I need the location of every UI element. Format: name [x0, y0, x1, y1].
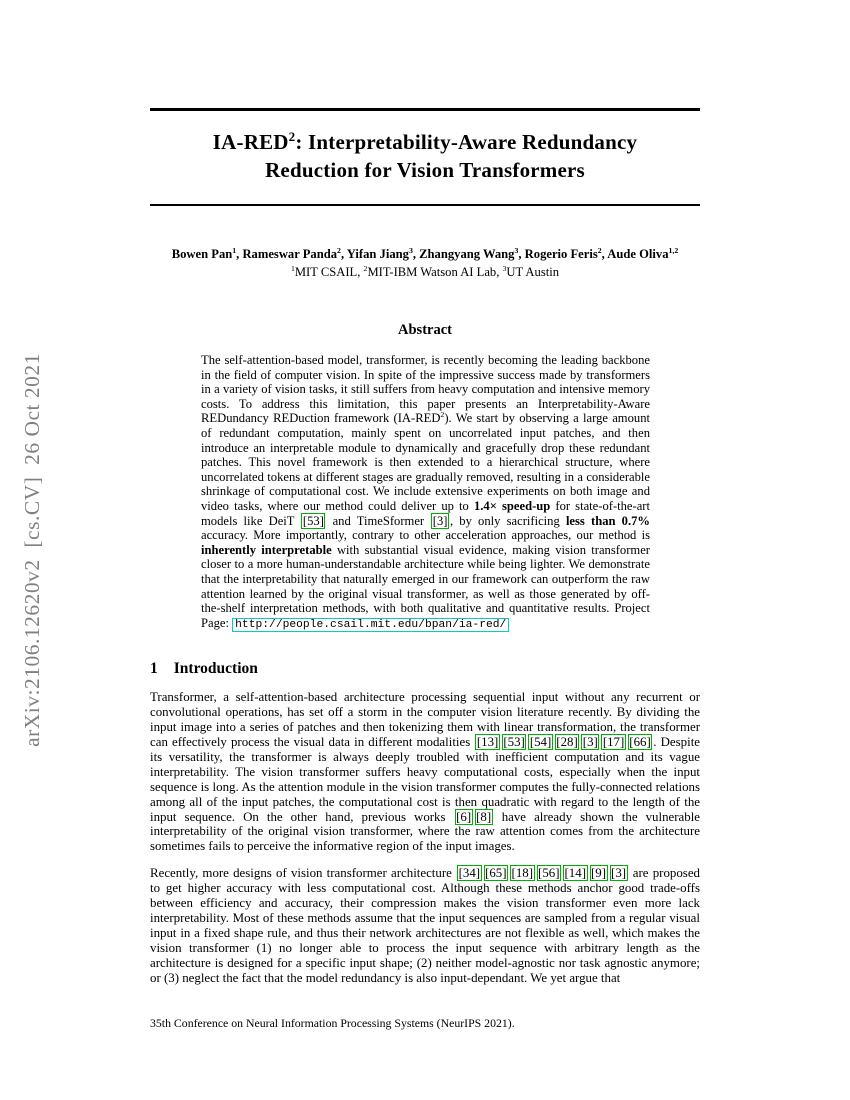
citation-link[interactable]: [56] [538, 866, 560, 881]
superscript: 1,2 [668, 245, 679, 255]
intro-paragraph-2: Recently, more designs of vision transformer architecture [34] [65] [18] [56] [14] [9] [3] are proposed to get higher accuracy with less computational cost. Although these methods anchor good trade-offs between efficiency and accuracy, their compression makes the vision transformer even more lack interpretability. Most of these methods assume that the input sequences are sampled from a regular visual input in a fixed shape rule, and thus their network architectures are not flexible as well, which makes the vision transformer (1) no longer able to process the input sequence with arbitrary length as the architecture is designed for a specific input shape; (2) neither model-agnostic nor task agnostic anymore; or (3) neglect the fact that the model redundancy is also input-dependant. We yet argue that [150, 866, 700, 985]
section-title: Introduction [173, 660, 258, 678]
superscript: 2 [363, 263, 368, 273]
citation-link[interactable]: [53] [302, 513, 324, 528]
citation-link[interactable]: [13] [476, 735, 499, 749]
conference-footnote: 35th Conference on Neural Information Processing Systems (NeurIPS 2021). [150, 1016, 515, 1030]
bold-text: 1.4× speed-up [473, 498, 551, 513]
superscript: 1 [232, 245, 237, 255]
citation-link[interactable]: [54] [529, 735, 552, 749]
title-rule-bottom [150, 204, 700, 206]
intro-paragraph-1: Transformer, a self-attention-based architecture processing sequential input without any recurrent or convolutional operations, has set off a storm in the computer vision literature recently. By dividing the input image into a series of patches and then tokenizing them with linear transformation, the transformer can effectively process the visual data in different modalities [13] [53] [54] [28] [3] [17] [66] . Despite its versatility, the transformer is always deeply troubled with inefficient computation and its vague interpretability. The vision transformer suffers heavy computational costs, especially when the input sequence is long. As the attention module in the vision transformer computes the fully-connected relations among all of the input patches, the computational cost is then quadratic with regard to the length of the input sequence. On the other hand, previous works [6] [8] have already shown the vulnerable interpretability of the original vision transformer, where the raw attention comes from the architecture sometimes fails to perceive the informative region of the input images. [150, 690, 700, 854]
section-heading-introduction [150, 660, 700, 678]
section-number: 1 [150, 660, 158, 678]
citation-link[interactable]: [17] [602, 735, 625, 749]
superscript: 3 [514, 245, 519, 255]
paper-title: IA-RED$^2$: Interpretability-Aware Redundancy Reduction for Vision Transformers [212, 129, 638, 182]
bold-text: inherently interpretable [201, 542, 332, 557]
citation-link[interactable]: [14] [564, 866, 586, 881]
project-page-link[interactable]: http://people.csail.mit.edu/bpan/ia-red/ [232, 618, 509, 632]
citation-link[interactable]: [28] [556, 735, 578, 749]
citation-link[interactable]: [53] [503, 735, 525, 749]
authors-line: Bowen Pan$^1$, Rameswar Panda$^2$, Yifan Jiang$^3$, Zhangyang Wang$^3$, Rogerio Feris$^2$, Aude Oliva$^{1,2}$ [171, 245, 679, 261]
citation-link[interactable]: [3] [582, 735, 598, 749]
affiliations-line: $^1$MIT CSAIL, $^2$MIT-IBM Watson AI Lab, $^3$UT Austin [290, 263, 560, 279]
citation-link[interactable]: [8] [476, 809, 492, 824]
citation-link[interactable]: [3] [432, 513, 448, 528]
main-column [150, 108, 700, 986]
abstract-heading: Abstract [398, 322, 452, 338]
citation-link[interactable]: [9] [591, 866, 607, 881]
superscript: 3 [408, 245, 413, 255]
superscript: 2 [440, 410, 445, 420]
superscript: 3 [502, 263, 507, 273]
bold-text: less than 0.7% [565, 513, 651, 528]
citation-link[interactable]: [6] [456, 809, 472, 824]
title-rule-top [150, 108, 700, 111]
abstract-body: The self-attention-based model, transformer, is recently becoming the leading backbone in the field of computer vision. In spite of the impressive success made by transformers in a variety of vision tasks, it still suffers from heavy computation and intensive memory costs. To address this limitation, this paper presents an Interpretability-Aware REDundancy REDuction framework (IA-RED$^2$). We start by observing a large amount of redundant computation, mainly spent on uncorrelated input patches, and then introduce an interpretable module to dynamically and gracefully drop these redundant patches. This novel framework is then extended to a hierarchical structure, where uncorrelated tokens at different stages are gradually removed, resulting in a considerable shrinkage of computational cost. We include extensive experiments on both image and video tasks, where our method could deliver up to 1.4× speed-up for state-of-the-art models like DeiT [53] and TimeSformer [3] , by only sacrificing less than 0.7% accuracy. More importantly, contrary to other acceleration approaches, our method is inherently interpretable with substantial visual evidence, making vision transformer closer to a more human-understandable architecture while being lighter. We demonstrate that the interpretability that naturally emerged in our framework can outperform the raw attention learned by the original visual transformer, as well as those generated by off-the-shelf interpretation methods, with both qualitative and quantitative results. Project Page: http://people.csail.mit.edu/bpan/ia-red/ [201, 353, 651, 631]
citation-link[interactable]: [34] [458, 866, 481, 881]
citation-link[interactable]: [18] [511, 866, 534, 881]
superscript: 1 [290, 263, 295, 273]
arxiv-stamp: arXiv:2106.12620v2 [cs.CV] 26 Oct 2021 [20, 353, 44, 747]
superscript: 2 [597, 245, 602, 255]
citation-link[interactable]: [65] [485, 866, 507, 881]
citation-link[interactable]: [66] [629, 735, 651, 749]
superscript: 2 [337, 245, 341, 255]
citation-link[interactable]: [3] [611, 866, 627, 881]
superscript: 2 [288, 129, 296, 144]
